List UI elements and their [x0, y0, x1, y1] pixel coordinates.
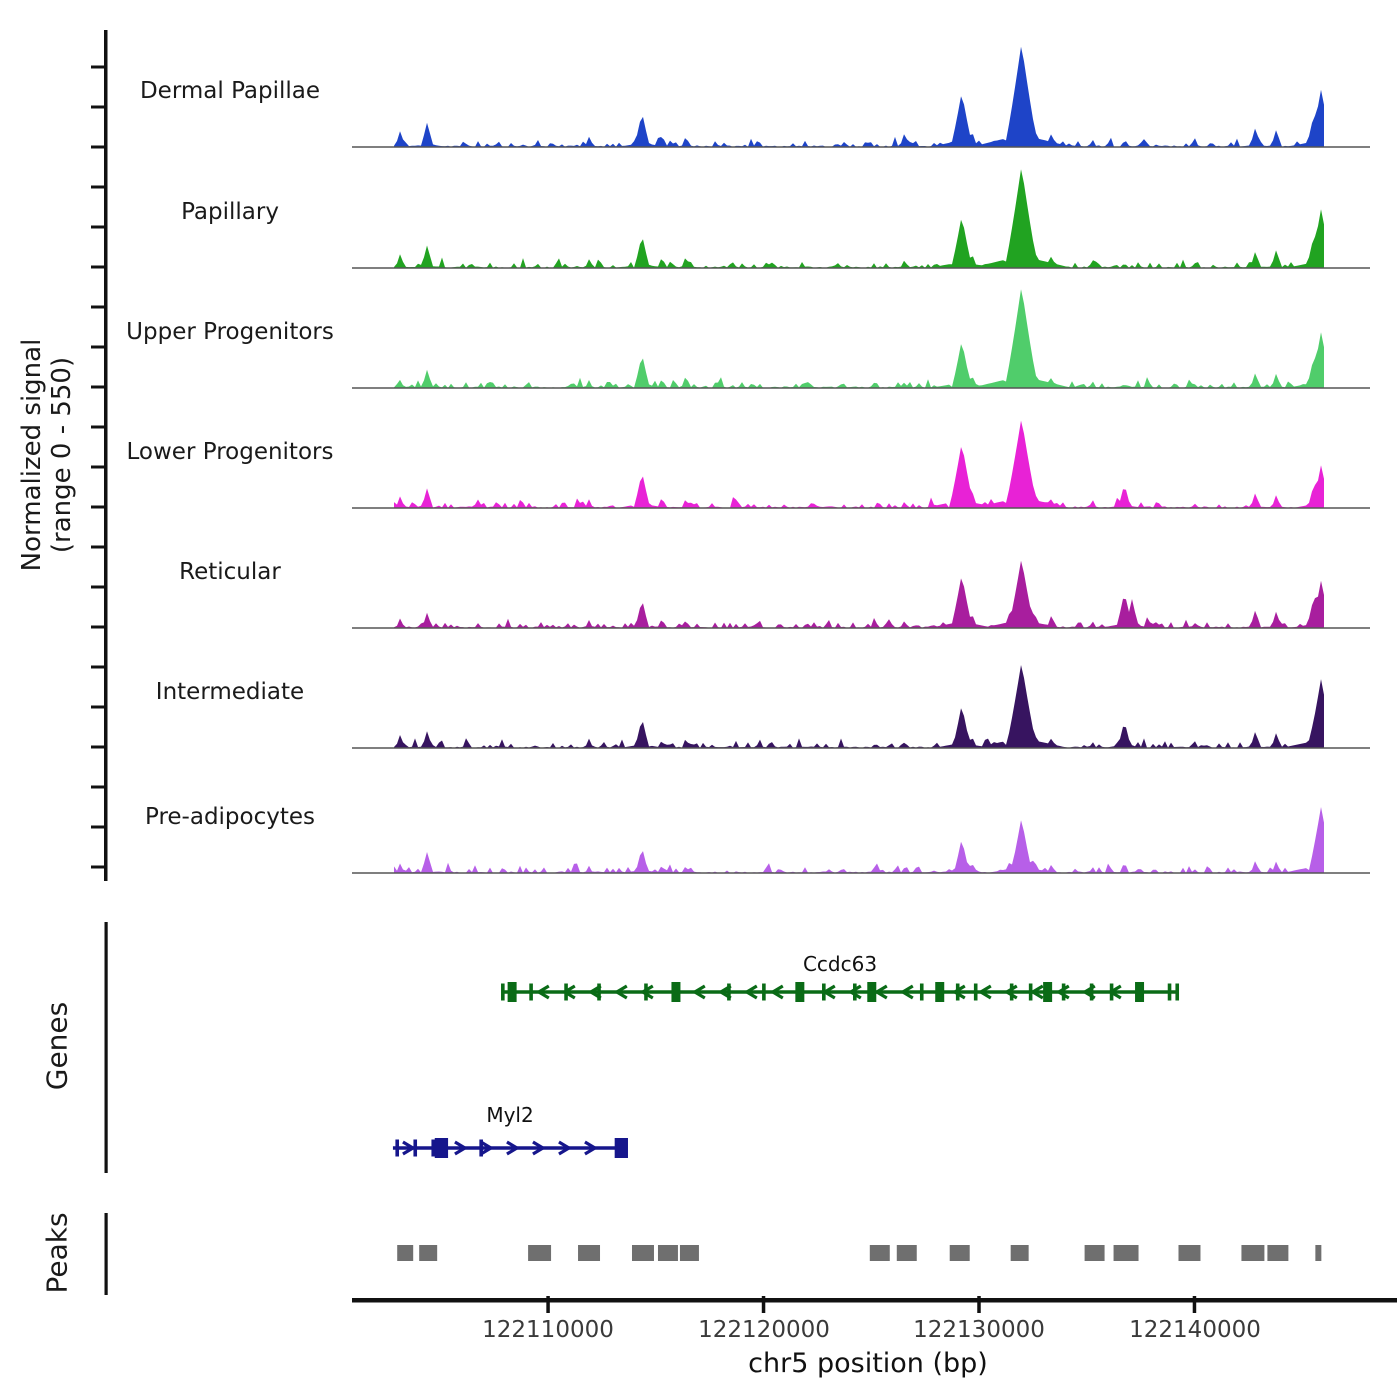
track-label-dermal-papillae: Dermal Papillae [139, 78, 321, 104]
x-tick-122120000: 122120000 [698, 1317, 830, 1343]
track-label-reticular: Reticular [179, 559, 281, 585]
peaks-section-label: Peaks [40, 1212, 74, 1294]
y-axis-label-line2: (range 0 - 550) [47, 356, 77, 554]
x-tick-122110000: 122110000 [482, 1317, 614, 1343]
gene-label-myl2: Myl2 [486, 1103, 534, 1127]
x-tick-122140000: 122140000 [1129, 1317, 1261, 1343]
x-tick-122130000: 122130000 [913, 1317, 1045, 1343]
track-label-lower-progenitors: Lower Progenitors [126, 439, 334, 465]
gene-label-ccdc63: Ccdc63 [802, 952, 878, 976]
track-label-upper-progenitors: Upper Progenitors [126, 319, 334, 345]
x-axis-title: chr5 position (bp) [748, 1348, 988, 1379]
track-label-papillary: Papillary [181, 199, 279, 225]
y-axis-label [17, 339, 77, 572]
y-axis-label-line1: Normalized signal [17, 338, 47, 572]
genes-section-label: Genes [40, 1001, 74, 1091]
track-label-pre-adipocytes: Pre-adipocytes [144, 804, 316, 830]
track-label-intermediate: Intermediate [155, 679, 305, 705]
